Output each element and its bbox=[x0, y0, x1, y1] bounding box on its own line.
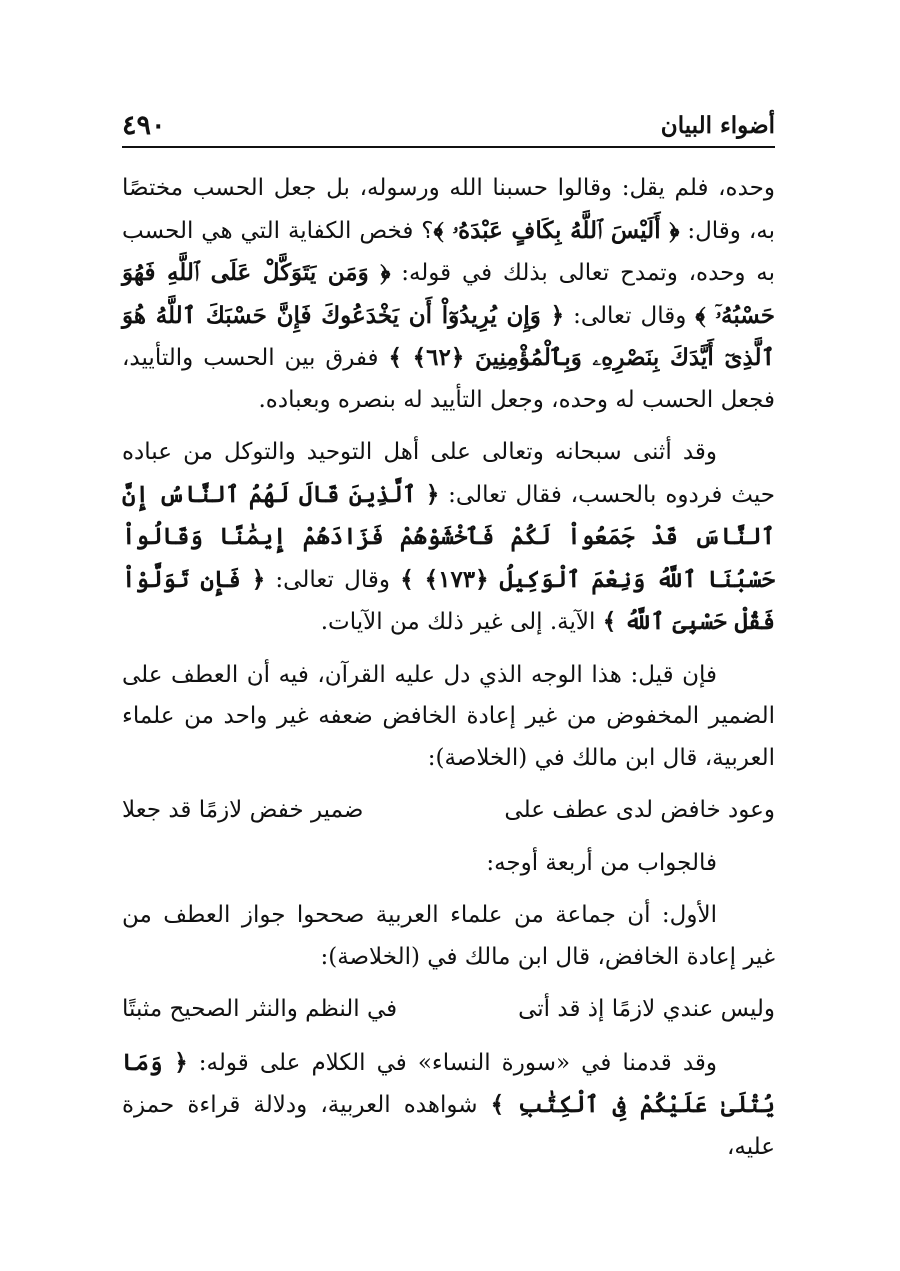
paragraph-1-text-3: وقال تعالى: bbox=[564, 302, 696, 329]
paragraph-6 bbox=[122, 1042, 775, 1169]
verse-gap bbox=[444, 989, 472, 1031]
verse-first-hemistich: وعود خافض لدى عطف على bbox=[504, 797, 775, 823]
paragraph-1-text-2: ؟ فخص الكفاية التي هي الحسب به وحده، وتمدح تعالى بذلك في قوله: bbox=[122, 217, 775, 286]
quran-quote: ﴿ ٱلَّذِينَ قَالَ لَهُمُ ٱلنَّاسُ إِنَّ ٱلنَّاسَ قَدْ جَمَعُواْ لَكُمْ فَٱخْشَوْهُمْ فَزَادَهُمْ إِيمَٰنًا وَقَالُواْ حَسْبُنَا ٱللَّهُ وَنِعْمَ ٱلْوَكِيلُ ﴿١٧٣﴾ ﴾ bbox=[122, 480, 775, 593]
quran-quote: ﴿ وَإِن يُرِيدُوٓاْ أَن يَخْدَعُوكَ فَإِنَّ حَسْبَكَ ٱللَّهُ هُوَ ٱلَّذِىٓ أَيَّدَكَ بِنَصْرِهِۦ وَبِٱلْمُؤْمِنِينَ ﴿٦٢﴾ ﴾ bbox=[122, 301, 775, 371]
paragraph-2-text-1: وقد أثنى سبحانه وتعالى على أهل التوحيد والتوكل من عباده حيث فردوه بالحسب، فقال تعالى: bbox=[122, 439, 775, 508]
paragraph-1-text-1: وحده، فلم يقل: وقالوا حسبنا الله ورسوله، بل جعل الحسب مختصًا به، وقال: bbox=[122, 175, 775, 244]
verse-second-hemistich: ضمير خفض لازمًا قد جعلا bbox=[122, 797, 364, 823]
paragraph-2 bbox=[122, 432, 775, 644]
running-title: أضواء البيان bbox=[660, 112, 775, 139]
poetry-verse-2 bbox=[122, 989, 775, 1031]
quran-quote: ﴿ وَمَن يَتَوَكَّلْ عَلَى ٱللَّهِ فَهُوَ حَسْبُهُۥٓ ﴾ bbox=[122, 259, 775, 329]
quran-quote: ﴿ فَإِن تَوَلَّوْاْ فَقُلْ حَسْبِىَ ٱللَّهُ ﴾ bbox=[122, 565, 775, 635]
page-number: ٤٩٠ bbox=[122, 110, 166, 141]
body-text bbox=[122, 168, 775, 1179]
poetry-verse-1 bbox=[122, 790, 775, 832]
quran-quote: ﴿ أَلَيْسَ ٱللَّهُ بِكَافٍ عَبْدَهُۥ ﴾ bbox=[433, 216, 680, 244]
paragraph-1-text-4: ففرق بين الحسب والتأييد، فجعل الحسب له وحده، وجعل التأييد له بنصره وبعباده. bbox=[122, 345, 775, 413]
paragraph-3: فإن قيل: هذا الوجه الذي دل عليه القرآن، فيه أن العطف على الضمير المخفوض من غير إعادة الخافض ضعفه غير واحد من علماء العربية، قال ابن مالك في (الخلاصة): bbox=[122, 661, 775, 771]
verse-first-hemistich: وليس عندي لازمًا إذ قد أتى bbox=[518, 996, 775, 1022]
quran-quote: ﴿ وَمَا يُتْلَىٰ عَلَيْكُمْ فِى ٱلْكِتَٰبِ ﴾ bbox=[122, 1048, 775, 1118]
paragraph-6-text-2: شواهده العربية، ودلالة قراءة حمزة عليه، bbox=[122, 1092, 775, 1160]
verse-second-hemistich: في النظم والنثر الصحيح مثبتًا bbox=[122, 996, 398, 1022]
paragraph-2-text-3: الآية. إلى غير ذلك من الآيات. bbox=[320, 609, 603, 635]
paragraph-4: فالجواب من أربعة أوجه: bbox=[486, 849, 717, 876]
paragraph-1 bbox=[122, 168, 775, 421]
paragraph-2-text-2: وقال تعالى: bbox=[265, 566, 401, 593]
page-header bbox=[122, 106, 775, 148]
paragraph-5: الأول: أن جماعة من علماء العربية صححوا جواز العطف من غير إعادة الخافض، قال ابن مالك في (الخلاصة): bbox=[122, 902, 775, 970]
verse-gap bbox=[420, 790, 448, 832]
paragraph-6-text-1: وقد قدمنا في «سورة النساء» في الكلام على قوله: bbox=[187, 1049, 718, 1076]
